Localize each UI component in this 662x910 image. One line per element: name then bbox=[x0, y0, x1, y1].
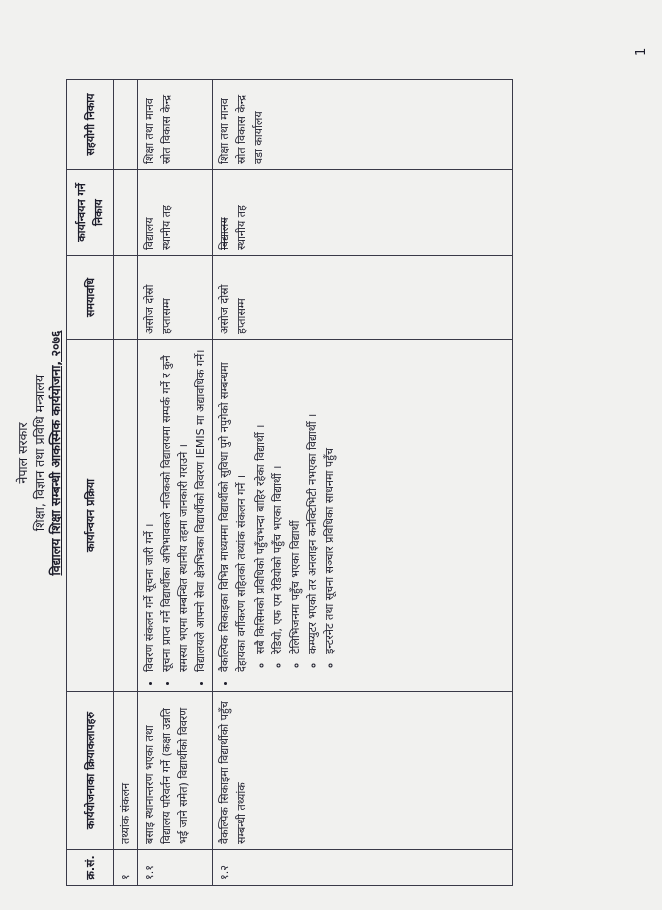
implementer-local: स्थानीय तह bbox=[235, 205, 249, 250]
header-government: नेपाल सरकार bbox=[15, 422, 30, 484]
implementer-school: विद्यालय bbox=[218, 217, 232, 250]
cell-support: शिक्षा तथा मानव स्रोत विकास केन्द्र वडा कार्यालय bbox=[213, 80, 513, 170]
cell-timeline bbox=[114, 256, 138, 340]
cell-support: शिक्षा तथा मानव स्रोत विकास केन्द्र bbox=[138, 80, 213, 170]
cell-activity: तथ्यांक संकलन bbox=[114, 692, 138, 850]
sub-list-item: ◦ कम्प्युटर भएको तर अनलाइन कनेक्टिभिटी नभएका विद्यार्थी । bbox=[304, 345, 321, 654]
cell-sn: १.२ bbox=[213, 850, 513, 886]
cell-sn: १ bbox=[114, 850, 138, 886]
list-item: • विवरण संकलन गर्ने सूचना जारी गर्ने । bbox=[141, 345, 158, 672]
col-header-implementer: कार्यान्वयन गर्ने निकाय bbox=[67, 170, 114, 256]
cell-timeline: असोज दोस्रो हप्तासम्म bbox=[138, 256, 213, 340]
table-row bbox=[114, 80, 138, 886]
list-item-text: वैकल्पिक सिकाइका विभिन्न माध्यममा विद्यार्थीको सुविधा पुगे नपुगेको सम्बन्धमा देहायका वर्गीकरण सहितको तथ्यांक संकलन गर्ने । bbox=[218, 362, 249, 672]
list-item bbox=[216, 345, 337, 672]
table-header-row bbox=[67, 80, 114, 886]
cell-implementer bbox=[213, 170, 513, 256]
sub-list-item: ◦ टेलिभिजनमा पहुँच भएका विद्यार्थी bbox=[287, 345, 304, 654]
cell-process bbox=[213, 340, 513, 692]
header-plan-title: विद्यालय शिक्षा सम्बन्धी आकस्मिक कार्ययोजना, २०७६ bbox=[48, 330, 63, 576]
page-number: 1 bbox=[634, 47, 649, 56]
cell-support bbox=[114, 80, 138, 170]
col-header-timeline: समयावधि bbox=[67, 256, 114, 340]
process-list bbox=[141, 345, 209, 686]
implementer-local: स्थानीय तह bbox=[160, 205, 174, 250]
action-plan-table bbox=[66, 79, 513, 886]
list-item: • सूचना प्राप्त गर्ने विद्यार्थीका अभिभावकले नजिकको विद्यालयमा सम्पर्क गर्ने र कुनै समस्या भएमा सम्बन्धित स्थानीय तहमा जानकारी गराउने । bbox=[158, 345, 192, 672]
col-header-activity: कार्ययोजनाका क्रियाकलापहरु bbox=[67, 692, 114, 850]
rotated-content bbox=[2, 0, 660, 906]
col-header-support: सहयोगी निकाय bbox=[67, 80, 114, 170]
sub-list-item: ◦ सबै किसिमको प्रविधिको पहुँचभन्दा बाहिर रहेका विद्यार्थी । bbox=[252, 345, 269, 654]
sub-list bbox=[252, 345, 337, 672]
cell-implementer bbox=[138, 170, 213, 256]
list-item: • विद्यालयले आफ्नो सेवा क्षेत्रभित्रका विद्यार्थीको विवरण IEMIS मा अद्यावधिक गर्ने। bbox=[192, 345, 209, 672]
cell-activity: बसाइ स्थानान्तरण भएका तथा विद्यालय परिवर्तन गर्ने (कक्षा उन्नति भई जाने समेत) विद्यार्थीको विवरण bbox=[138, 692, 213, 850]
sub-list-item: ◦ रेडियो, एफ एम रेडियोको पहुँच भएका विद्यार्थी । bbox=[269, 345, 286, 654]
cell-process bbox=[138, 340, 213, 692]
cell-timeline: असोज दोस्रो हप्तासम्म bbox=[213, 256, 513, 340]
cell-process bbox=[114, 340, 138, 692]
sub-list-item: ◦ इन्टरनेट तथा सूचना सञ्चार प्रविधिका साधनमा पहुँच bbox=[321, 345, 338, 654]
implementer-school: विद्यालय bbox=[143, 217, 157, 250]
process-list bbox=[216, 345, 337, 686]
cell-implementer bbox=[114, 170, 138, 256]
header-ministry: शिक्षा, विज्ञान तथा प्रविधि मन्त्रालय bbox=[32, 374, 47, 532]
table-row bbox=[138, 80, 213, 886]
cell-sn: १.१ bbox=[138, 850, 213, 886]
table-row bbox=[213, 80, 513, 886]
cell-activity: वैकल्पिक सिकाइमा विद्यार्थीको पहुँच सम्बन्धी तथ्यांक bbox=[213, 692, 513, 850]
col-header-process: कार्यान्वयन प्रक्रिया bbox=[67, 340, 114, 692]
col-header-sn: क्र.सं. bbox=[67, 850, 114, 886]
